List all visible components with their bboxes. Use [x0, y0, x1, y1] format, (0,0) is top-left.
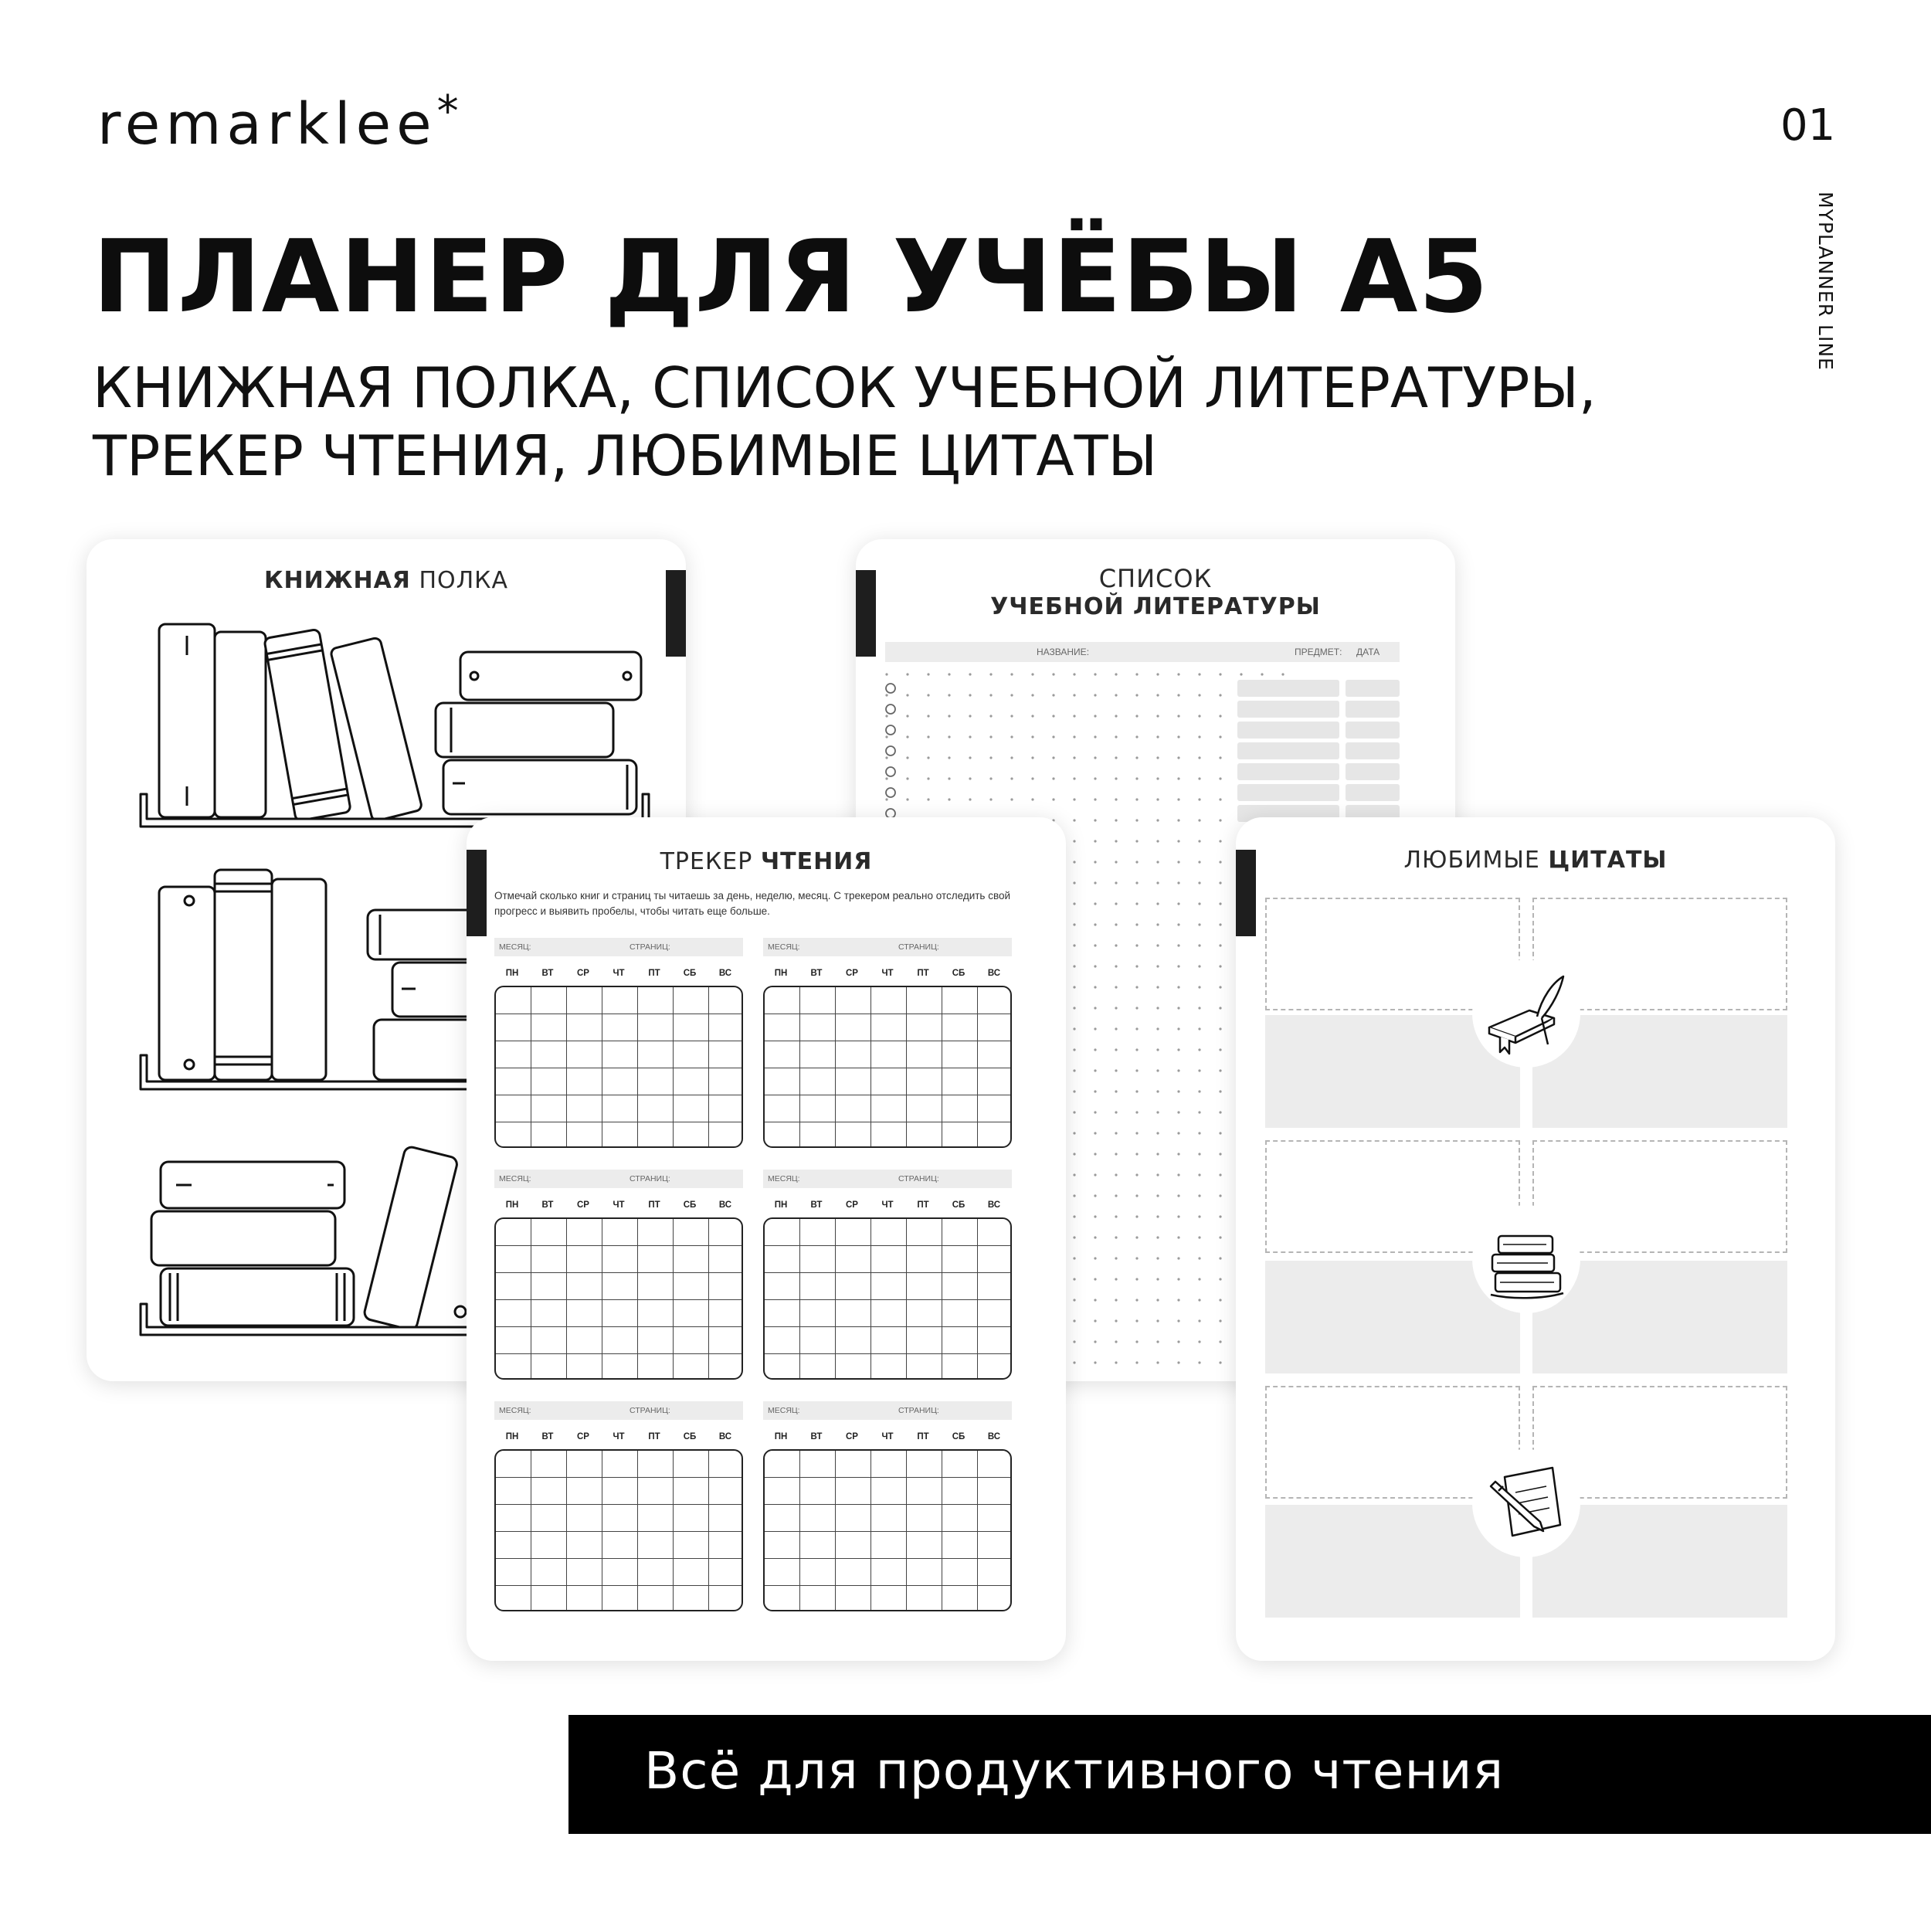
bookshelf-title: КНИЖНАЯ ПОЛКА [264, 567, 508, 594]
tracker-grid [763, 1449, 1012, 1611]
weekday-row: ПН ВТ СР ЧТ ПТ СБ ВС [505, 969, 732, 978]
series-label: MYPLANNER LINE [1814, 192, 1837, 371]
page-subtitle [93, 354, 1597, 490]
tracker-grid [494, 1217, 743, 1380]
favorite-quotes-page [1236, 817, 1835, 1661]
weekday-row: ПН ВТ СР ЧТ ПТ СБ ВС [774, 1432, 1001, 1441]
pages-label: СТРАНИЦ: [630, 942, 670, 952]
subtitle-line-1: КНИЖНАЯ ПОЛКА, СПИСОК УЧЕБНОЙ ЛИТЕРАТУРЫ, [93, 355, 1597, 420]
pages-label: СТРАНИЦ: [898, 1174, 939, 1183]
month-label: МЕСЯЦ: [499, 1174, 531, 1183]
month-label: МЕСЯЦ: [499, 942, 531, 952]
month-label: МЕСЯЦ: [499, 1406, 531, 1415]
literature-title-line-2: УЧЕБНОЙ ЛИТЕРАТУРЫ [990, 593, 1321, 620]
book-stack-icon [1472, 1205, 1580, 1313]
pen-paper-icon [1472, 1449, 1580, 1557]
weekday-row: ПН ВТ СР ЧТ ПТ СБ ВС [774, 969, 1001, 978]
literature-title-line-1: СПИСОК [1098, 564, 1213, 593]
pages-label: СТРАНИЦ: [630, 1174, 670, 1183]
pages-label: СТРАНИЦ: [898, 1406, 939, 1415]
quotes-title: ЛЮБИМЫЕ ЦИТАТЫ [1403, 847, 1668, 874]
tracker-title: ТРЕКЕР ЧТЕНИЯ [660, 848, 873, 875]
book-quill-icon [1472, 959, 1580, 1068]
column-date: ДАТА [1356, 647, 1380, 657]
reading-tracker-page [467, 817, 1066, 1661]
month-label: МЕСЯЦ: [768, 942, 800, 952]
bottom-banner [568, 1715, 1931, 1834]
weekday-row: ПН ВТ СР ЧТ ПТ СБ ВС [505, 1200, 732, 1210]
tracker-grid [763, 986, 1012, 1148]
month-label: МЕСЯЦ: [768, 1174, 800, 1183]
subtitle-line-2: ТРЕКЕР ЧТЕНИЯ, ЛЮБИМЫЕ ЦИТАТЫ [93, 423, 1158, 488]
weekday-row: ПН ВТ СР ЧТ ПТ СБ ВС [505, 1432, 732, 1441]
pages-label: СТРАНИЦ: [898, 942, 939, 952]
column-subject: ПРЕДМЕТ: [1295, 647, 1342, 657]
month-label: МЕСЯЦ: [768, 1406, 800, 1415]
tracker-grid [494, 986, 743, 1148]
weekday-row: ПН ВТ СР ЧТ ПТ СБ ВС [774, 1200, 1001, 1210]
pages-label: СТРАНИЦ: [630, 1406, 670, 1415]
tracker-description: Отмечай сколько книг и страниц ты читаешь за день, неделю, месяц. С трекером реально отследить свой прогресс и выявить пробелы, чтобы читать еще больше. [494, 890, 1011, 917]
brand-logo: remarklee* [97, 87, 459, 158]
tracker-grid [763, 1217, 1012, 1380]
column-name: НАЗВАНИЕ: [1037, 647, 1090, 657]
page-number: 01 [1780, 100, 1836, 151]
tracker-grid [494, 1449, 743, 1611]
page-title: ПЛАНЕР ДЛЯ УЧЁБЫ А5 [93, 218, 1489, 335]
banner-text: Всё для продуктивного чтения [644, 1741, 1505, 1801]
